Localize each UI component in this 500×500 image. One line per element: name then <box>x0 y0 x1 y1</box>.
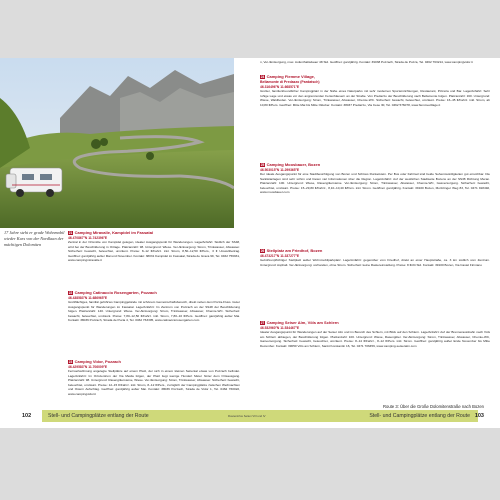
entry-25 <box>260 162 490 246</box>
entry-coordinates: 46.473217°N 11.337277°E <box>260 253 300 258</box>
entry-coordinates: 46.438583°N 11.686965°E <box>68 295 108 300</box>
footer-section-title: Stell- und Campingplätze entlang der Route <box>369 413 470 419</box>
route-pages-note: Routeninfos Seiten VIII und IV <box>228 414 266 418</box>
entry-coordinates: 46.532960°N 11.534467°E <box>260 325 300 330</box>
entry-23 <box>68 359 240 407</box>
mountain-road-photo <box>0 58 234 228</box>
entry-coordinates: 46.316496°N 11.668571°E <box>260 84 300 89</box>
entry-body: Großflächiges, familiär geführtes Campinggelände mit schönem Gemeinschaftsbereich, direkt neben dem Pozza-Fluss. Guter Ausgangspunkt für Wanderungen im Fassatal. Lage/Anfahrt: Im Zentrum von Pozzach an der SS48 der Beschilderung folgen. Platzanzahl: 140. Untergrund: Wiese. Ver-/Entsorgung: Strom, Trinkwasser, Abwasser, Chemie-WC. Sicherheit: bewacht, beleuchtet, umzäunt. Preise: 7,80–12,50 €/Fahrz. inkl. Strom, 7,80–10 €/Pers. Geöffnet: ganzjährig außer Mai. Kontakt: 38036 Pozzach, Strada de Pucia 4, Tel. 0462 763305, www.catinacciorosengarten.com <box>68 300 240 323</box>
entry-body: Idealer Ausgangspunkt für Wanderungen auf der Seiser Alm und im Bereich des Schlern, mit Blick auf den Schlern. Lage/Anfahrt: Auf der Brennerautobahn nach Völs am Schlern abbiegen, der Beschilderung folgen. Platzanzahl: 100. Untergrund: Wiese, Rasengitter. Ver-/Entsorgung: Strom, Trinkwasser, Abwasser, Chemie-WC, Gasversorgung. Sicherheit: bewacht, beleuchtet, umzäunt. Preise: 8–14 €/Fahrz., 8–12 €/Pers. inkl. Strom. Geöffnet: ganzjährig außer Ende November bis Mitte Dezember. Kontakt: 39050 Völs am Schlern, Sankt Konstantin 16, Tel. 0471 706459, www.camping-seiseralm.com <box>260 330 490 348</box>
entry-number-badge: 23 <box>68 359 73 364</box>
entry-title: Camping Miravalle, Kampidel im Fassatal <box>74 230 154 235</box>
page-number: 103 <box>474 413 484 419</box>
footer-section-title: Stell- und Campingplätze entlang der Route <box>48 413 149 419</box>
right-footer <box>250 410 500 422</box>
entry-24 <box>260 74 490 160</box>
entry-number-badge: 26 <box>260 248 265 253</box>
entry-title: Camping Vidor, Pozzach <box>74 359 121 364</box>
entry-continued <box>260 60 490 72</box>
entry-22 <box>68 290 240 356</box>
entry-body: n, Ver-/Entsorgung, max. Aufenthaltsdauer 48 Std. Geöffnet: ganzjährig. Kontakt: 39038 Pozzach, Strada de Pozza, Tel. 0462 763214, www.campingvidor.it <box>260 60 473 64</box>
photo-caption: 17 Jahre steht er grade Wohnmobil wieder Kurs von der Nordlaan der mächtigen Dolomiten <box>4 230 65 248</box>
entry-title: Camping Seiser Alm, Völs am Schlern <box>266 320 339 325</box>
left-footer <box>0 410 250 422</box>
right-page <box>250 58 500 428</box>
entry-body: Gebührenpflichtiger Stellplatz außer Wohnmobilparkplatz. Lage/Anfahrt: gegenüber vom Friedhof, direkt an einer Hauptstraße, ca. 3 km südlich vom Zentrum. Untergrund: Asphalt. Ver-/Entsorgung: vorhanden, ohne Strom. Sicherheit: keine Rastereinstellung. Preise: 8 €/24 Std. Kontakt: 39100 Bozen, Via Castel Firmiano <box>260 258 490 267</box>
photo-graphic <box>0 58 234 228</box>
left-page <box>0 58 251 428</box>
entry-title: Camping Fiemme Village, <box>266 74 315 79</box>
entry-coordinates: 46.429583°N 11.706009°E <box>68 364 108 369</box>
entry-coordinates: 46.503015°N 11.299365°E <box>260 167 300 172</box>
entry-body: Großer, familienfreundlicher Campingplatz in der Nähe eines Naturparks mit sehr modernen Sporteinrichtungen, Restaurant, Pizzeria und Bar. Lage/Anfahrt: Sehr ruhige Lage und etwas vor den angrenzenden Ferienhäusern an der Straße. Von Predazzo der Beschilderung nach Bellamonte folgen. Platzanzahl: 160. Untergrund: Wiese, Waldboden. Ver-/Entsorgung: Strom, Trinkwasser, Abwasser, Chemie-WC. Sicherheit: bewacht, beleuchtet, umzäunt. Preise: 16–45 €/Fahrz. inkl. Strom, ab 10,80 €/Pers. Geöffnet: Mitte Mai bis Mitte Oktober. Kontakt: 38037 Predazzo, Via Cese 30, Tel. 0462 576078, www.fiemmevillage.it <box>260 89 490 107</box>
entry-21 <box>68 230 240 286</box>
book-spread <box>0 58 500 428</box>
entry-body: Zentral in der Ortsmitte von Kampidel gelegen, idealer Ausgangspunkt für Wanderungen. Lage/Anfahrt: Südlich der SS48, wird bei der Beschilderung in Ortlage. Platzanzahl: 98. Untergrund: Wiese. Ver-/Entsorgung: Strom, Trinkwasser, Abwasser. Sicherheit: bewacht, beleuchtet, umzäunt. Preise: 8–12 €/Fahrz. inkl. Strom, 8,50–12,50 €/Pers., 3 € Umweltbeitrag. Geöffnet: ganzjährig außer Mai und November. Kontakt: 38031 Kampidel im Fassatal, Strada de Grava 99, Tel. 0462 756931, www.campingmiravalle.it <box>68 240 240 263</box>
entry-number-badge: 25 <box>260 162 265 167</box>
page-number: 102 <box>22 413 32 419</box>
entry-title: Stellplatz am Friedhof, Bozen <box>266 248 323 253</box>
entry-26 <box>260 248 490 318</box>
entry-body: Der ideale Ausgangspunkt für eine Stadtbesichtigung von Bozen und Schloss Runkelstein. Per Bus oder Fahrrad sind beide Sehenswürdigkeiten gut erreichbar. Die Sanitäranlagen sind sehr schön und bieten viel Informationen über die Region. Lage/Anfahrt: Auf der westlichen Stadtseite Bozens an der SS38 Richtung Meran. Platzanzahl: 100. Untergrund: Wiese, Rasengittersteine. Ver-/Entsorgung: Strom, Trinkwasser, Abwasser, Chemie-WC, Gasversorgung. Sicherheit: bewacht, beleuchtet, umzäunt. Preise: 15–29,80 €/Fahrz., 8,10–10,40 €/Pers. inkl. Strom. Geöffnet: ganzjährig. Kontakt: 39100 Bozen, Moritzinger Weg 83, Tel. 0471 918492, www.moosbauer.com <box>260 172 490 195</box>
entry-coordinates: 46.470867°N 11.742396°E <box>68 235 108 240</box>
entry-subtitle: Bellamonte di Predazzo (Pardatsch) <box>260 79 320 84</box>
entry-number-badge: 27 <box>260 320 265 325</box>
entry-number-badge: 21 <box>68 230 73 235</box>
entry-title: Camping Moosbauer, Bozen <box>266 162 321 167</box>
route-label: Route 3: Über die Große Dolomitenstraße nach Bozen <box>382 404 484 409</box>
entry-title: Camping Catinaccio Rosengarten, Pozzach <box>74 290 157 295</box>
entry-27 <box>260 320 490 400</box>
entry-number-badge: 22 <box>68 290 73 295</box>
entry-body: Fernsehwöhnung angelegte Stellplätze auf einem Platz, der sich in einem kleinen Seitental etwas von Pozzach befindet. Lage/Anfahrt: Im Ortszentrum der Via Meida folgen, der Platz liegt wenige Hundert Meter hinter dem Ortsausgang. Platzanzahl: 98. Untergrund: Rasengittersteine, Wiese. Ver-/Entsorgung: Strom, Trinkwasser, Abwasser. Sicherheit: bewacht, beleuchtet, umzäunt. Preise: 12–15 €/Fahrz. inkl. Strom, 8–12 €/Pers., zuzüglich der Campingplätze zwischen Weihnachten und Ostern Aufschlag. Geöffnet: ganzjährig außer Mai. Kontakt: 38036 Pozzach, Strada de Vidor 1, Tel. 0462 760022, www.campingvidor.it <box>68 369 240 397</box>
entry-number-badge: 24 <box>260 74 265 79</box>
